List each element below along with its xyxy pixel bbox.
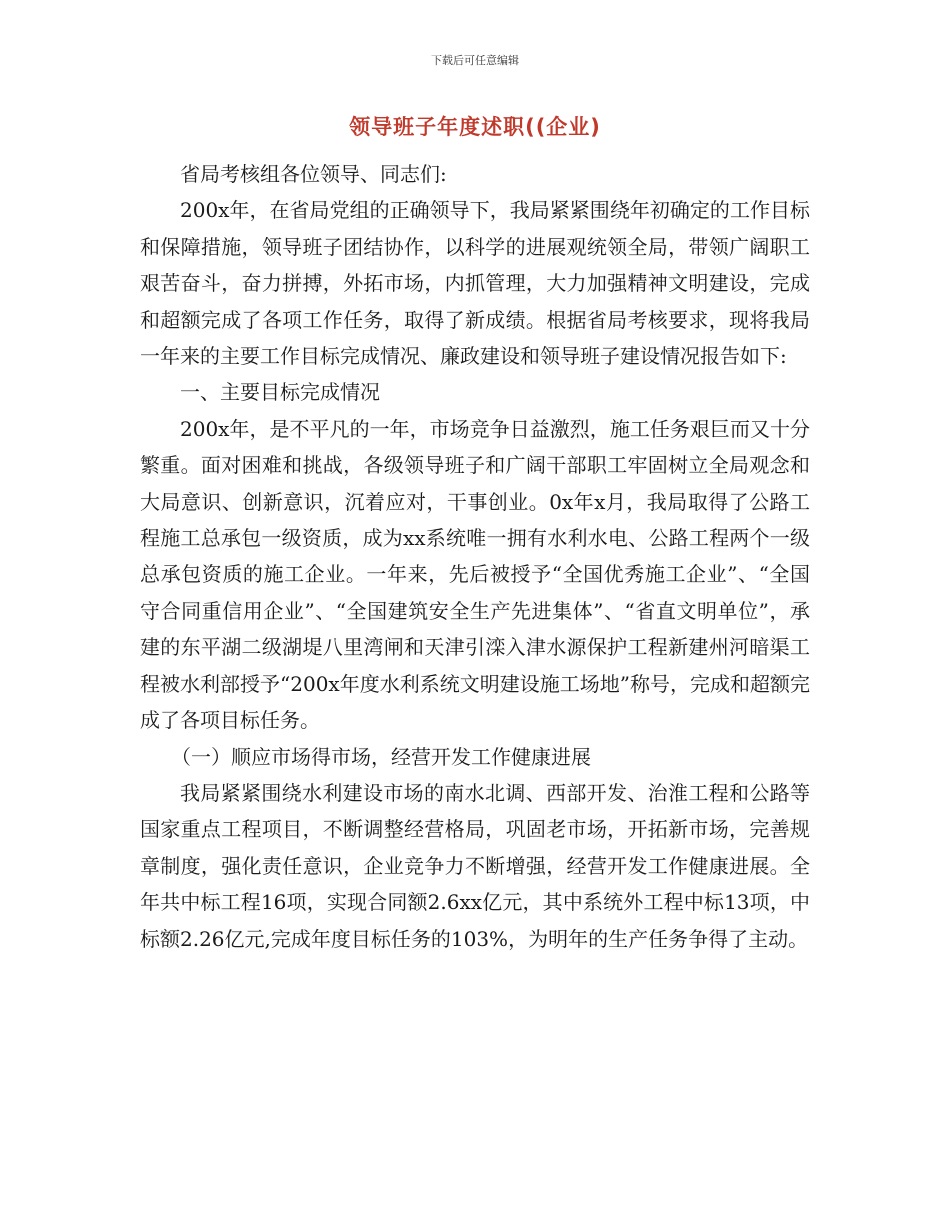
section-paragraph: 200x年，是不平凡的一年，市场竞争日益激烈，施工任务艰巨而又十分繁重。面对困难和挑战，各级领导班子和广阔干部职工牢固树立全局观念和大局意识、创新意识，沉着应对，干事创业。0x年x月，我局取得了公路工程施工总承包一级资质，成为xx系统唯一拥有水利水电、公路工程两个一级总承包资质的施工企业。一年来，先后被授予“全国优秀施工企业”、“全国守合同重信用企业”、“全国建筑安全生产先进集体”、“省直文明单位”，承建的东平湖二级湖堤八里湾闸和天津引滦入津水源保护工程新建州河暗渠工程被水利部授予“200x年度水利系统文明建设施工场地”称号，完成和超额完成了各项目标任务。 — [140, 416, 810, 733]
section-heading: 一、主要目标完成情况 — [180, 380, 380, 405]
header-note: 下载后可任意编辑 — [431, 54, 519, 67]
document-body — [140, 156, 810, 957]
salutation: 省局考核组各位领导、同志们: — [180, 162, 447, 186]
intro-paragraph: 200x年，在省局党组的正确领导下，我局紧紧围绕年初确定的工作目标和保障措施，领导班子团结协作，以科学的进展观统领全局，带领广阔职工艰苦奋斗，奋力拼搏，外拓市场，内抓管理，大力加强精神文明建设，完成和超额完成了各项工作任务，取得了新成绩。根据省局考核要求，现将我局一年来的主要工作目标完成情况、廉政建设和领导班子建设情况报告如下: — [140, 198, 810, 369]
subsection-paragraph: 我局紧紧围绕水利建设市场的南水北调、西部开发、治淮工程和公路等国家重点工程项目，不断调整经营格局，巩固老市场，开拓新市场，完善规章制度，强化责任意识，企业竞争力不断增强，经营开发工作健康进展。全年共中标工程16项，实现合同额2.6xx亿元，其中系统外工程中标13项，中标额2.26亿元,完成年度目标任务的103%，为明年的生产任务争得了主动。 — [140, 780, 810, 951]
subsection-heading: （一）顺应市场得市场，经营开发工作健康进展 — [171, 744, 591, 769]
document-title: 领导班子年度述职((企业) — [349, 115, 601, 139]
